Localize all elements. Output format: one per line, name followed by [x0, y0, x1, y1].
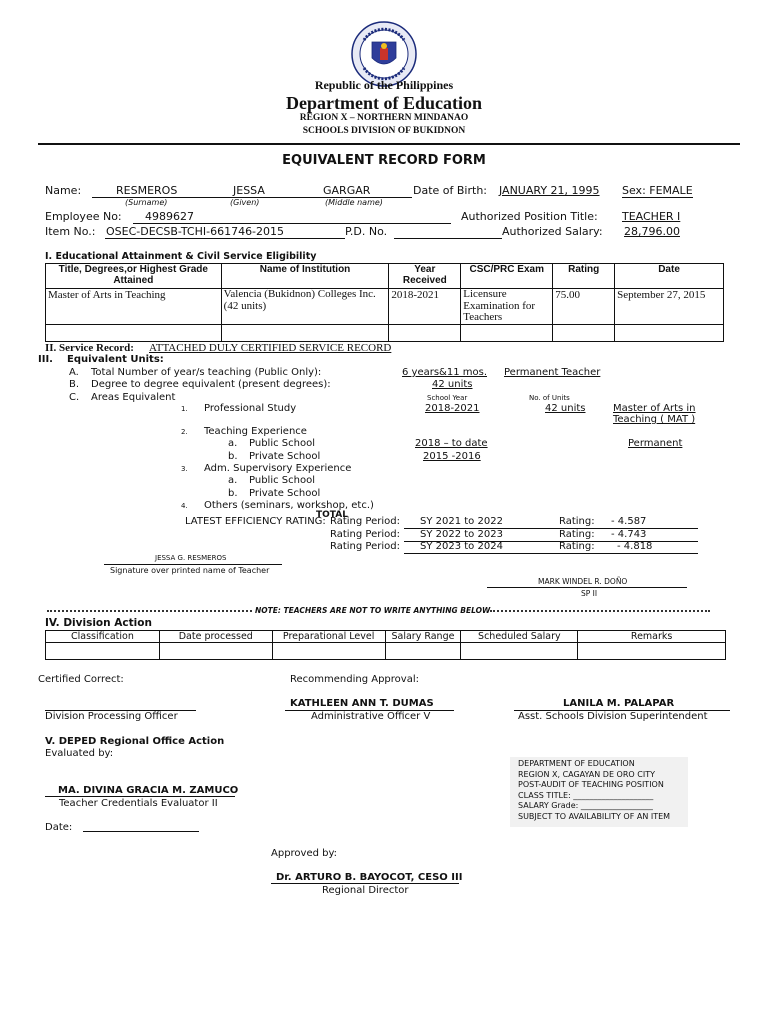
supervisor-title: SP II [581, 589, 598, 598]
teaching-private-letter: b. [228, 451, 238, 462]
col-header-date: Date [615, 264, 724, 289]
middle-caption: (Middle name) [325, 198, 383, 207]
education-table [45, 263, 724, 342]
others-label: Others (seminars, workshop, etc.) [204, 500, 374, 511]
employee-no-label: Employee No: [45, 210, 122, 223]
date-of-birth-label: Date of Birth: [413, 184, 488, 197]
col-header-classification: Classification [46, 631, 160, 643]
evaluator-signature-line [45, 796, 235, 797]
given-caption: (Given) [230, 198, 260, 207]
empty-cell [159, 643, 272, 660]
form-title: EQUIVALENT RECORD FORM [282, 153, 486, 168]
professional-study-remark: Master of Arts in Teaching ( MAT ) [613, 403, 696, 425]
degree-cell: Master of Arts in Teaching [46, 289, 222, 325]
division-header-row [46, 631, 726, 643]
teacher-name: JESSA G. RESMEROS [155, 554, 227, 562]
stamp-line: DEPARTMENT OF EDUCATION [518, 759, 635, 768]
col-header-preparational-level: Preparational Level [272, 631, 385, 643]
surname-caption: (Surname) [125, 198, 168, 207]
rating-value-1: - 4.587 [611, 516, 647, 527]
institution-units: (42 units) [223, 299, 267, 312]
section-3-title: Equivalent Units: [67, 354, 164, 365]
ao-name: KATHLEEN ANN T. DUMAS [290, 698, 434, 709]
note-dotted-right [490, 610, 710, 612]
professional-study-label: Professional Study [204, 403, 297, 414]
col-header-institution: Name of Institution [221, 264, 389, 289]
empty-cell [553, 325, 615, 342]
professional-study-year: 2018-2021 [425, 403, 480, 414]
empty-cell [385, 643, 461, 660]
rating-period-3: SY 2023 to 2024 [420, 541, 503, 552]
rating-label-2: Rating: [559, 529, 595, 540]
total-label: TOTAL [316, 510, 348, 520]
salary-value: 28,796.00 [624, 225, 680, 238]
adm-public-letter: a. [228, 475, 238, 486]
asds-title: Asst. Schools Division Superintendent [518, 711, 708, 722]
col-header-degree: Title, Degrees,or Highest Grade Attained [46, 264, 222, 289]
col-header-date-processed: Date processed [159, 631, 272, 643]
director-name: Dr. ARTURO B. BAYOCOT, CESO III [276, 872, 463, 883]
education-header-row [46, 264, 724, 289]
rating-label-3: Rating: [559, 541, 595, 552]
teacher-signature-line [104, 564, 282, 565]
approved-by-label: Approved by: [271, 848, 338, 859]
item-no-underline [105, 238, 345, 239]
department-heading: Department of Education [286, 93, 482, 113]
empty-cell [221, 325, 389, 342]
degree-units-value: 42 units [432, 379, 473, 390]
division-heading: SCHOOLS DIVISION OF BUKIDNON [302, 126, 466, 136]
col-header-scheduled-salary: Scheduled Salary [461, 631, 578, 643]
pd-no-label: P.D. No. [345, 225, 388, 238]
item-a-letter: A. [69, 367, 79, 378]
rating-cell: 75.00 [553, 289, 615, 325]
rating-period-label-3: Rating Period: [330, 541, 400, 552]
date-cell: September 27, 2015 [615, 289, 724, 325]
adm-public-label: Public School [249, 475, 315, 486]
teaching-public-year: 2018 – to date [415, 438, 488, 449]
empty-cell [461, 325, 553, 342]
item-4-number: 4. [181, 502, 188, 510]
teaching-public-label: Public School [249, 438, 315, 449]
empty-cell [272, 643, 385, 660]
service-record-value: ATTACHED DULY CERTIFIED SERVICE RECORD [149, 342, 392, 354]
date-of-birth-value: JANUARY 21, 1995 [499, 184, 600, 197]
pd-no-underline [394, 238, 502, 239]
table-row [46, 325, 724, 342]
supervisor-signature-line [487, 587, 687, 588]
rating-label-1: Rating: [559, 516, 595, 527]
teaching-experience-label: Teaching Experience [204, 426, 307, 437]
post-audit-stamp [510, 757, 688, 827]
processing-officer-title: Division Processing Officer [45, 711, 178, 722]
salary-label: Authorized Salary: [502, 225, 603, 238]
item-c-letter: C. [69, 392, 80, 403]
stamp-line: CLASS TITLE: ____________________ [518, 790, 654, 800]
item-2-number: 2. [181, 428, 188, 436]
given-name-value: JESSA [233, 184, 265, 197]
republic-heading: Republic of the Philippines [314, 78, 454, 92]
empty-cell [46, 643, 160, 660]
date-line [83, 831, 199, 832]
teaching-public-letter: a. [228, 438, 238, 449]
item-a-text: Total Number of year/s teaching (Public Only): [91, 367, 322, 378]
asds-name: LANILA M. PALAPAR [563, 698, 675, 709]
exam-cell: Licensure Examination for Teachers [461, 289, 553, 325]
employee-no-value: 4989627 [145, 210, 194, 223]
section-5-title: V. DEPED Regional Office Action [45, 736, 225, 747]
institution-name: Valencia (Bukidnon) Colleges Inc. [223, 288, 376, 300]
adm-experience-label: Adm. Supervisory Experience [204, 463, 352, 474]
rating-period-label-1: Rating Period: [330, 516, 400, 527]
division-action-table [45, 630, 726, 660]
rating-period-label-2: Rating Period: [330, 529, 400, 540]
col-header-salary-range: Salary Range [385, 631, 461, 643]
name-label: Name: [45, 184, 82, 197]
region-heading: REGION X – NORTHERN MINDANAO [299, 113, 469, 123]
supervisor-name: MARK WINDEL R. DOÑO [538, 577, 628, 586]
item-no-value: OSEC-DECSB-TCHI-661746-2015 [106, 225, 285, 238]
empty-cell [578, 643, 726, 660]
teaching-public-remark: Permanent [628, 438, 683, 449]
empty-cell [461, 643, 578, 660]
empty-cell [389, 325, 461, 342]
section-4-title: IV. Division Action [45, 617, 152, 629]
school-year-column-label: School Year [427, 394, 468, 402]
middle-name-value: GARGAR [323, 184, 371, 197]
item-b-text: Degree to degree equivalent (present degrees): [91, 379, 331, 390]
ao-title: Administrative Officer V [311, 711, 431, 722]
recommending-approval-label: Recommending Approval: [290, 674, 419, 685]
professional-study-units: 42 units [545, 403, 586, 414]
section-1-title: I. Educational Attainment & Civil Service Eligibility [45, 251, 317, 262]
sex-value: Sex: FEMALE [622, 184, 693, 197]
teacher-signature-caption: Signature over printed name of Teacher [110, 566, 270, 575]
empty-cell [615, 325, 724, 342]
section-2-label: II. Service Record: [45, 342, 134, 354]
director-title: Regional Director [322, 885, 409, 896]
teaching-private-label: Private School [249, 451, 321, 462]
stamp-line: SALARY Grade: __________________ [518, 801, 653, 810]
table-row [46, 643, 726, 660]
director-signature-line [271, 883, 459, 884]
col-header-remarks: Remarks [578, 631, 726, 643]
rating-period-1: SY 2021 to 2022 [420, 516, 503, 527]
institution-cell [221, 289, 389, 325]
col-header-rating: Rating [553, 264, 615, 289]
rating-value-3: - 4.818 [617, 541, 653, 552]
evaluator-name: MA. DIVINA GRACIA M. ZAMUCO [58, 785, 239, 796]
empty-cell [46, 325, 222, 342]
section-3-number: III. [38, 354, 53, 365]
col-header-exam: CSC/PRC Exam [461, 264, 553, 289]
item-c-text: Areas Equivalent [91, 392, 176, 403]
item-no-label: Item No.: [45, 225, 96, 238]
col-header-year: Year Received [389, 264, 461, 289]
stamp-line: POST-AUDIT OF TEACHING POSITION [518, 780, 664, 789]
rating-row-underline-3 [404, 553, 698, 554]
date-label: Date: [45, 822, 73, 833]
rating-period-2: SY 2022 to 2023 [420, 529, 503, 540]
stamp-line: SUBJECT TO AVAILABILITY OF AN ITEM [518, 811, 671, 821]
evaluator-title: Teacher Credentials Evaluator II [59, 798, 218, 809]
adm-private-letter: b. [228, 488, 238, 499]
item-1-number: 1. [181, 405, 188, 413]
item-b-letter: B. [69, 379, 80, 390]
item-3-number: 3. [181, 465, 188, 473]
teachers-note: NOTE: TEACHERS ARE NOT TO WRITE ANYTHING BELOW [255, 606, 491, 615]
evaluated-by-label: Evaluated by: [45, 748, 114, 759]
note-dotted-left [47, 610, 252, 612]
position-label: Authorized Position Title: [461, 210, 598, 223]
efficiency-rating-label: LATEST EFFICIENCY RATING: [185, 516, 326, 527]
teaching-private-year: 2015 -2016 [423, 451, 481, 462]
permanent-teacher-value: Permanent Teacher [504, 367, 601, 378]
years-teaching-value: 6 years&11 mos. [402, 367, 488, 378]
stamp-line: REGION X, CAGAYAN DE ORO CITY [518, 769, 655, 779]
units-column-label: No. of Units [529, 394, 570, 402]
header-divider [38, 143, 740, 145]
employee-no-underline [133, 223, 451, 224]
table-row [46, 289, 724, 325]
position-value: TEACHER I [622, 210, 681, 223]
certified-correct-label: Certified Correct: [38, 674, 124, 685]
surname-value: RESMEROS [116, 184, 178, 197]
rating-value-2: - 4.743 [611, 529, 647, 540]
adm-private-label: Private School [249, 488, 321, 499]
year-cell: 2018-2021 [389, 289, 461, 325]
